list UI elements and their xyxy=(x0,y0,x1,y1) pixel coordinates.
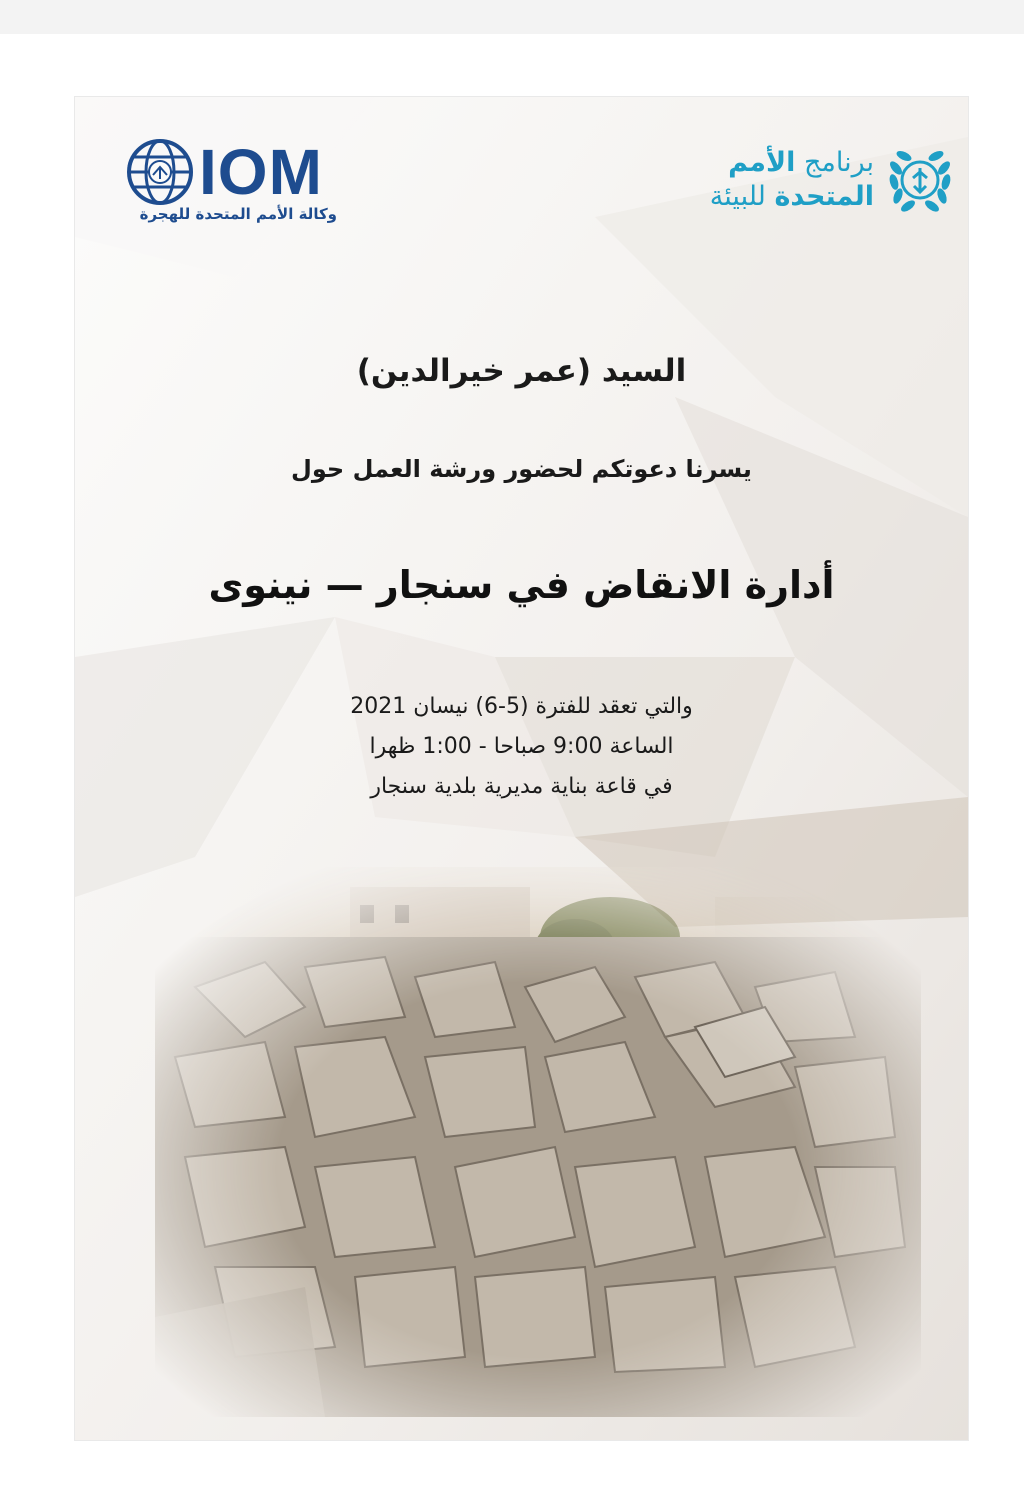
iom-subtitle: وكالة الأمم المتحدة للهجرة xyxy=(139,205,337,223)
event-venue: في قاعة بناية مديرية بلدية سنجار xyxy=(370,774,673,799)
workshop-title: أدارة الانقاض في سنجار — نينوى xyxy=(208,563,835,607)
event-date: والتي تعقد للفترة (5-6) نيسان 2021 xyxy=(350,694,693,719)
un-laurel-emblem-icon xyxy=(882,142,958,218)
unep-line1-bold: الأمم xyxy=(728,147,796,178)
unep-line2-bold: المتحدة xyxy=(774,181,874,212)
unep-logo xyxy=(658,135,958,225)
unep-line1-regular: برنامج xyxy=(803,147,874,178)
iom-wordmark: IOM xyxy=(199,136,323,208)
globe-emblem-icon xyxy=(125,137,195,207)
recipient-name: السيد (عمر خيرالدين) xyxy=(356,353,687,389)
event-time: الساعة 9:00 صباحا - 1:00 ظهرا xyxy=(369,734,674,759)
invitation-intro: يسرنا دعوتكم لحضور ورشة العمل حول xyxy=(291,455,752,483)
event-details xyxy=(75,687,968,807)
rubble-photo xyxy=(155,867,921,1417)
iom-logo xyxy=(125,137,345,237)
viewer-top-bar xyxy=(0,0,1024,34)
unep-line2-regular: للبيئة xyxy=(709,181,766,212)
invitation-page xyxy=(75,97,968,1440)
